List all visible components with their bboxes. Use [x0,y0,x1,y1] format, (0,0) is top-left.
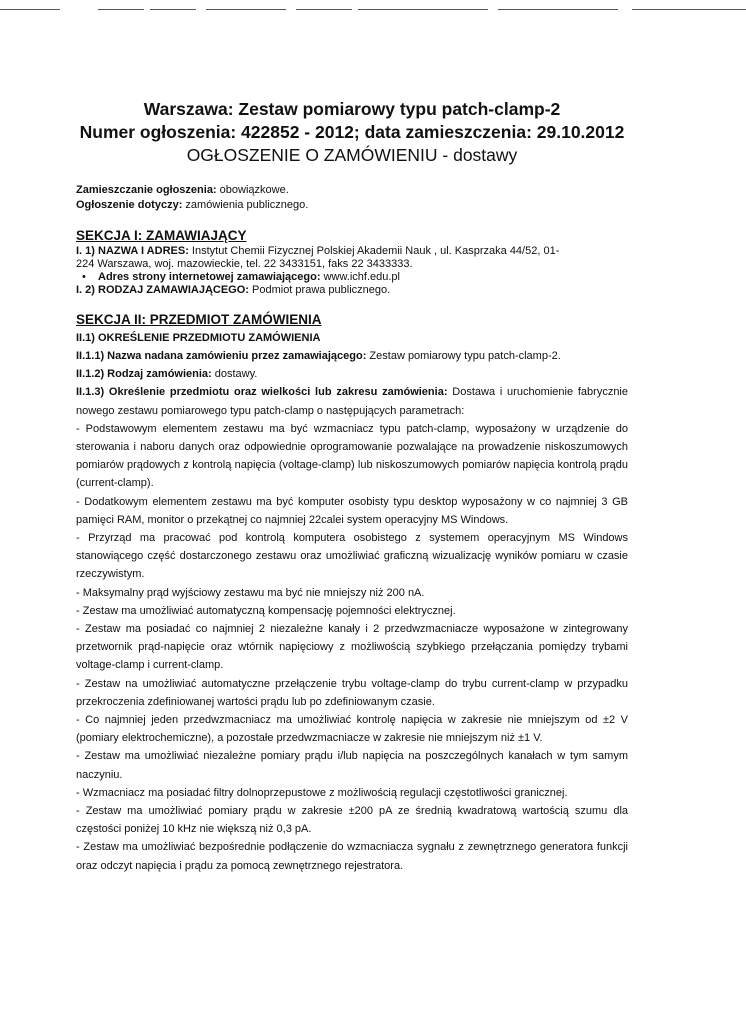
requirement-item: - Zestaw na umożliwiać automatyczne przełączenie trybu voltage-clamp do trybu current-clamp w przypadku przekroczenia zdefiniowanej wartości prądu lub po zdefiniowanym czasie. [76,677,628,708]
requirement-item: - Przyrząd ma pracować pod kontrolą komputera osobistego z systemem operacyjnym MS Windows stanowiącego część dostarczonego zestawu oraz umożliwiać graficzną wizualizację wyników pomiaru w czasie rzeczywistym. [76,532,628,581]
requirement-item: - Zestaw ma posiadać co najmniej 2 niezależne kanały i 2 przedwzmacniacze wyposażone w zintegrowany przetwornik prąd-napięcie oraz wtórnik napięciowy z możliwością szybkiego przełączania pomiędzy trybami voltage-clamp i current-clamp. [76,623,628,672]
address-line-2: 224 Warszawa, woj. mazowieckie, tel. 22 3433151, faks 22 3433333. [76,258,413,270]
requirement-item: - Zestaw ma umożliwiać automatyczną kompensację pojemności elektrycznej. [76,604,456,617]
requirement-item: - Zestaw ma umożliwiać pomiary prądu w zakresie ±200 pA ze średnią kwadratową wartością szumu dla częstości poniżej 10 kHz nie większą niż 0,3 pA. [76,805,628,836]
website-bullet [82,271,628,284]
contracting-kind [76,284,628,297]
meta-concerns [76,198,628,213]
order-name-label: II.1.1) Nazwa nadana zamówieniu przez zamawiającego: [76,350,367,362]
section-2-heading: SEKCJA II: PRZEDMIOT ZAMÓWIENIA [76,312,322,327]
section-1-heading: SEKCJA I: ZAMAWIAJĄCY [76,228,247,243]
scan-artifact-lines [0,0,746,20]
requirement-item: - Zestaw ma umożliwiać bezpośrednie podłączenie do wzmacniacza sygnału z zewnętrznego generatora funkcji oraz odczyt napięcia i prądu za pomocą zewnętrznego rejestratora. [76,841,628,872]
section-2-subheading: II.1) OKREŚLENIE PRZEDMIOTU ZAMÓWIENIA [76,332,321,344]
meta-publication [76,183,628,198]
requirement-item: - Co najmniej jeden przedwzmacniacz ma umożliwiać kontrolę napięcia w zakresie nie mniejszym od ±2 V (pomiary elektrochemiczne), a pozostałe przedwzmacniacze w zakresie nie mniejszym niż ±1 V. [76,714,628,745]
kind-label: I. 2) RODZAJ ZAMAWIAJĄCEGO: [76,284,249,296]
order-name [76,347,628,365]
bullet-icon: • [82,271,86,283]
meta-value: obowiązkowe. [216,184,289,196]
meta-label: Ogłoszenie dotyczy: [76,199,183,211]
order-scope-label: II.1.3) Określenie przedmiotu oraz wielkości lub zakresu zamówienia: [76,386,448,399]
meta-label: Zamieszczanie ogłoszenia: [76,184,217,196]
kind-value: Podmiot prawa publicznego. [248,284,391,296]
order-type-value: dostawy. [211,368,258,381]
requirement-item: - Zestaw ma umożliwiać niezależne pomiary prądu i/lub napięcia na poszczególnych kanałach w tym samym naczyniu. [76,750,628,781]
order-scope-value: Dostawa i uruchomienie fabrycznie nowego zestawu pomiarowego typu patch-clamp o następujących parametrach: [76,386,628,417]
website-value: www.ichf.edu.pl [320,271,400,283]
order-name-value: Zestaw pomiarowy typu patch-clamp-2. [366,350,561,362]
address-line-1 [76,245,628,258]
requirement-item: - Dodatkowym elementem zestawu ma być komputer osobisty typu desktop wyposażony w co najmniej 3 GB pamięci RAM, monitor o przekątnej co najmniej 22calei system operacyjny MS Windows. [76,495,628,526]
website-label: Adres strony internetowej zamawiającego: [98,271,321,283]
requirement-item: - Maksymalny prąd wyjściowy zestawu ma być nie mniejszy niż 200 nA. [76,586,425,599]
announcement-number: Numer ogłoszenia: 422852 - 2012; data zamieszczenia: 29.10.2012 [79,122,625,142]
document-subtitle: OGŁOSZENIE O ZAMÓWIENIU - dostawy [186,145,518,165]
requirement-item: - Wzmacniacz ma posiadać filtry dolnoprzepustowe z możliwością regulacji częstotliwości granicznej. [76,786,568,799]
address-label: I. 1) NAZWA I ADRES: [76,245,189,257]
requirement-item: - Podstawowym elementem zestawu ma być wzmacniacz typu patch-clamp, wyposażony w urządzenie do sterowania i naboru danych oraz odpowiednie oprogramowanie pozwalające na prowadzenie niskoszumowych pomiarów prądowych z kontrolą napięcia (voltage-clamp) lub niskoszumowych pomiarów napięcia kontrolą prądu (current-clamp). [76,422,628,490]
address-value: Instytut Chemii Fizycznej Polskiej Akademii Nauk , ul. Kasprzaka 44/52, 01- [188,245,560,257]
order-scope [76,383,628,419]
meta-value: zamówienia publicznego. [182,199,309,211]
order-type-label: II.1.2) Rodzaj zamówienia: [76,368,212,381]
document-page [76,98,628,875]
document-title: Warszawa: Zestaw pomiarowy typu patch-clamp-2 [143,99,561,119]
order-type [76,365,628,383]
